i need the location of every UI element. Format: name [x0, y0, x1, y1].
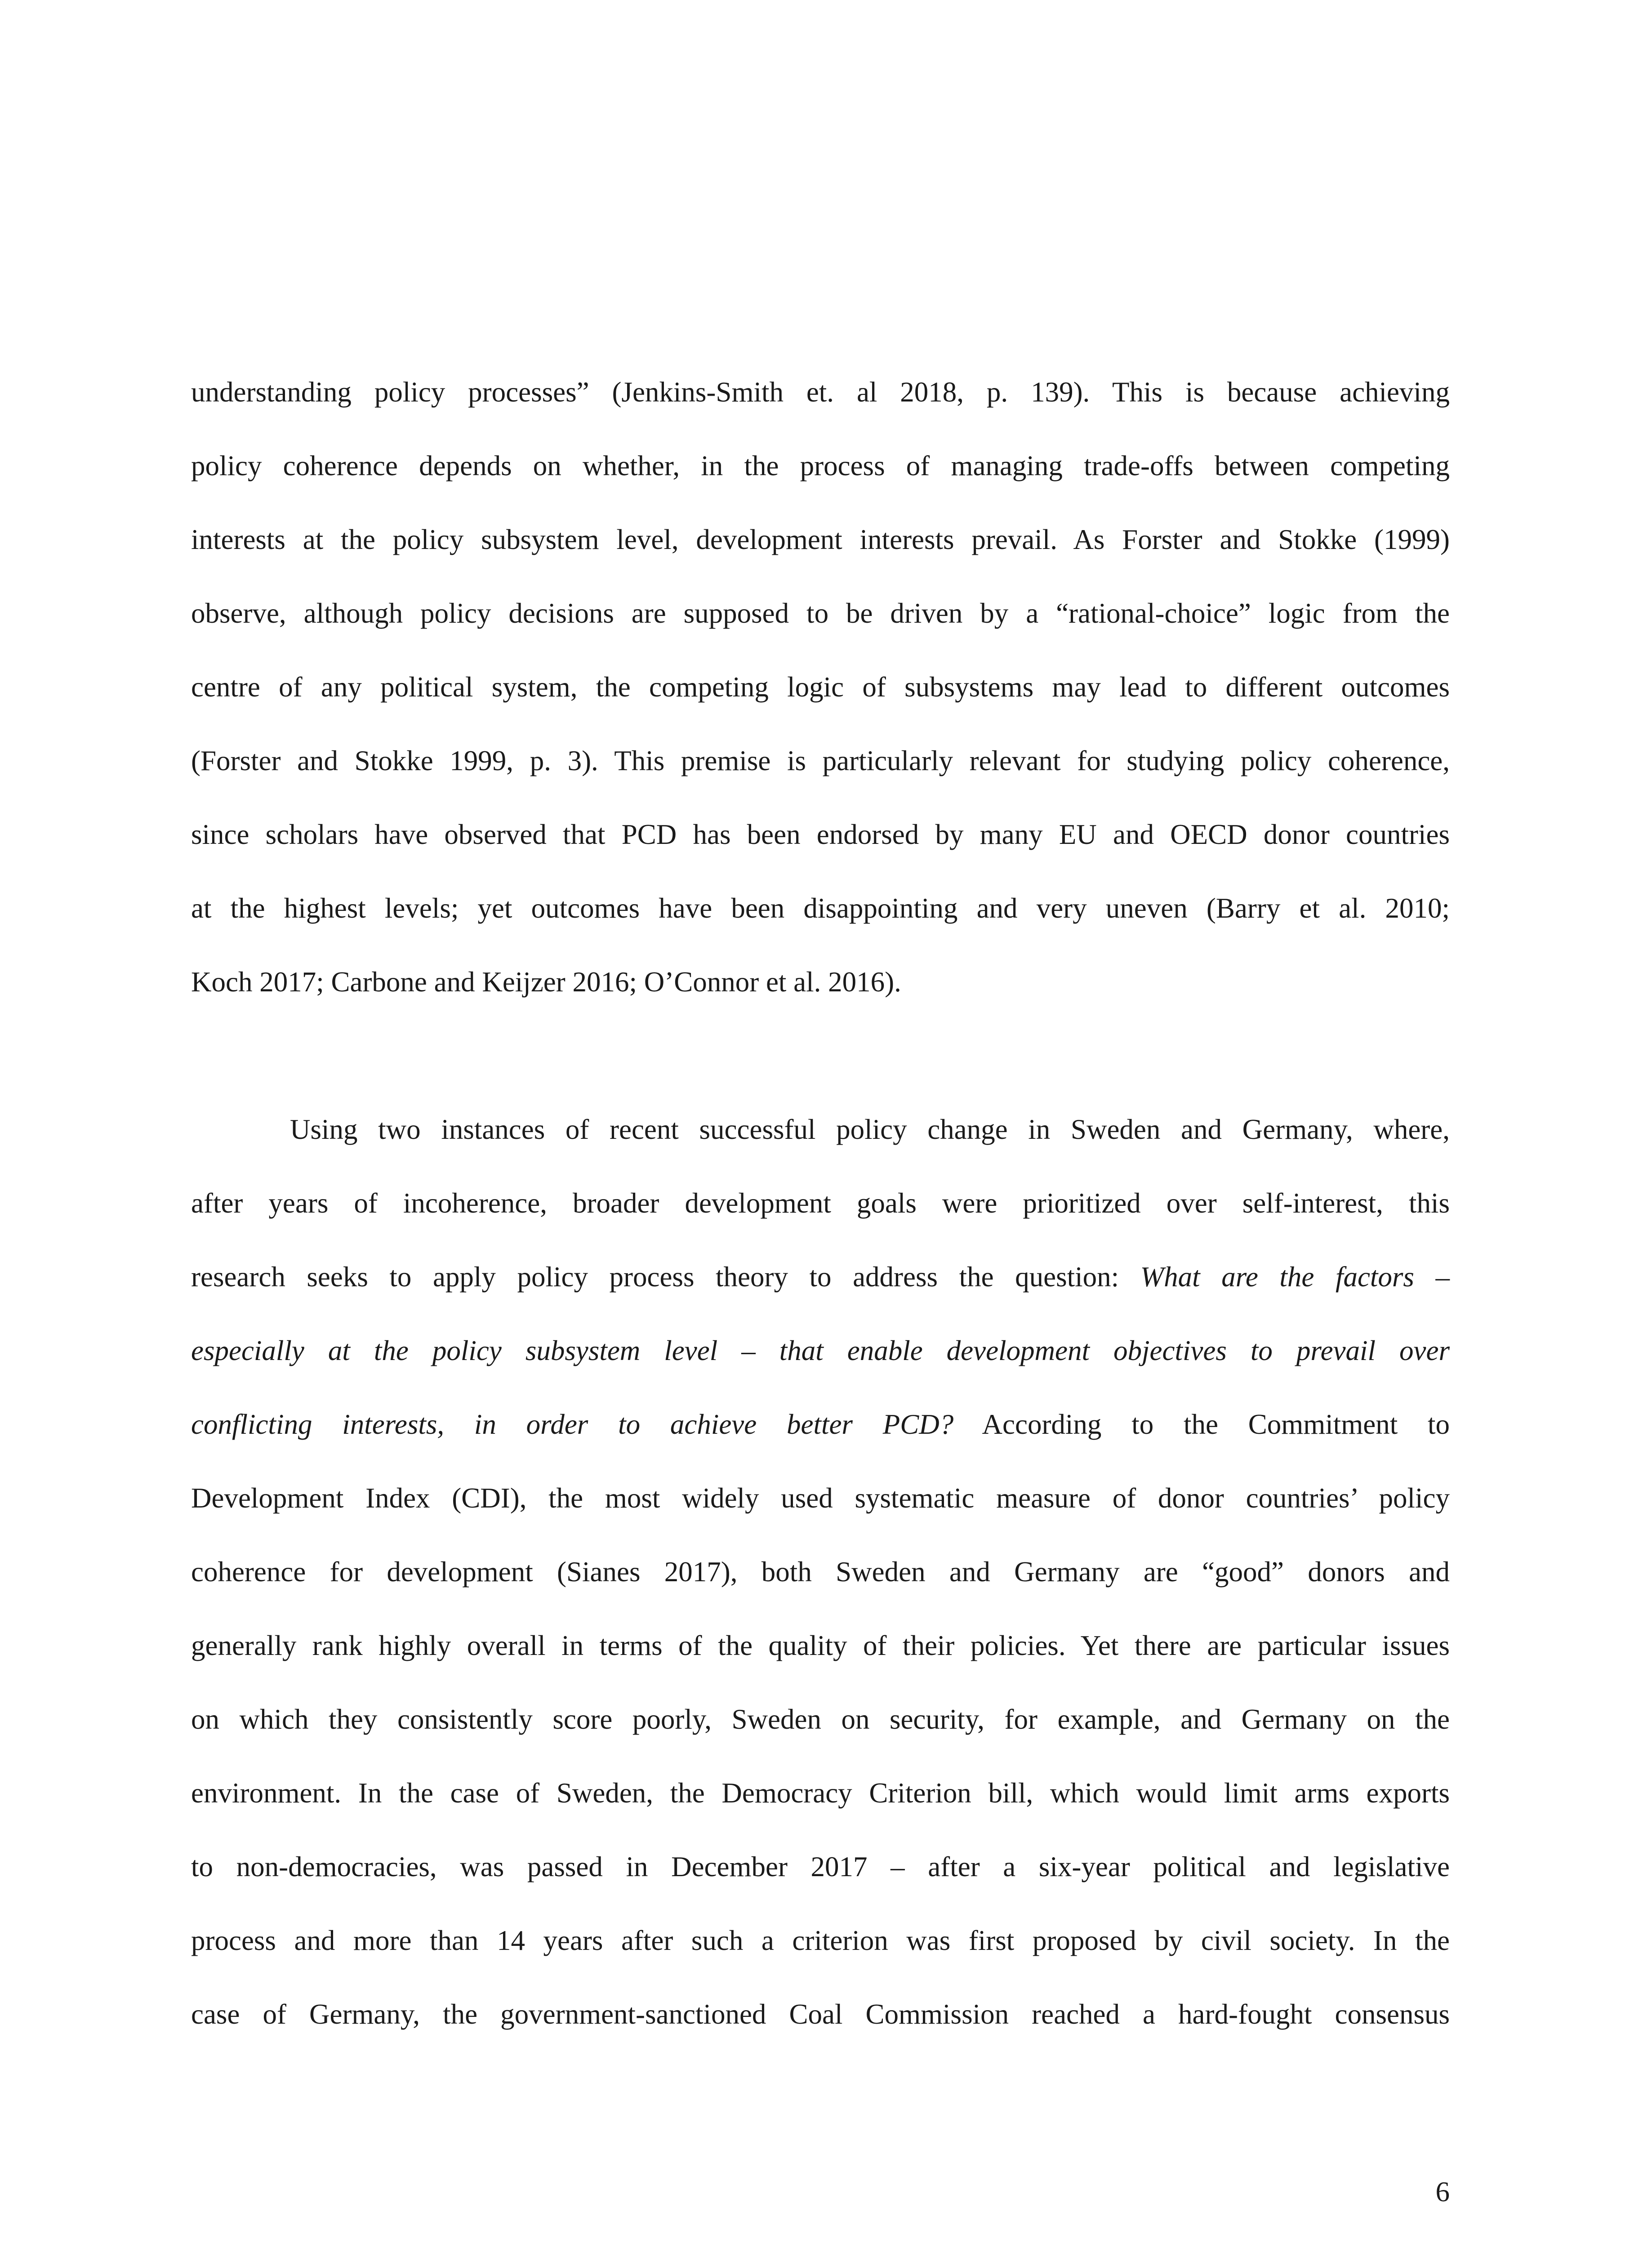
text-line: since scholars have observed that PCD has been endorsed by many EU and OECD donor countries	[191, 819, 1450, 850]
text-line: process and more than 14 years after such a criterion was first proposed by civil society. In the	[191, 1925, 1450, 1956]
paragraph-1	[191, 355, 1450, 1019]
text-line	[191, 1387, 1450, 1461]
text-line: on which they consistently score poorly, Sweden on security, for example, and Germany on the	[191, 1704, 1450, 1735]
text-line: to non-democracies, was passed in December 2017 – after a six-year political and legislative	[191, 1851, 1450, 1882]
research-question-text: conflicting interests, in order to achieve better PCD?	[191, 1409, 954, 1440]
text-line: policy coherence depends on whether, in the process of managing trade-offs between competing	[191, 450, 1450, 482]
text-line: Koch 2017; Carbone and Keijzer 2016; O’Connor et al. 2016).	[191, 966, 901, 998]
text-line: Development Index (CDI), the most widely used systematic measure of donor countries’ policy	[191, 1482, 1450, 1514]
paragraph-2	[191, 1093, 1450, 2051]
research-question-text: What are the factors –	[1140, 1261, 1450, 1293]
text-line: understanding policy processes” (Jenkins-Smith et. al 2018, p. 139). This is because achieving	[191, 376, 1450, 408]
text-line: centre of any political system, the competing logic of subsystems may lead to different outcomes	[191, 671, 1450, 703]
page-number: 6	[1435, 2176, 1450, 2208]
text-line: at the highest levels; yet outcomes have been disappointing and very uneven (Barry et al. 2010;	[191, 892, 1450, 924]
text-segment: According to the Commitment to	[953, 1409, 1450, 1440]
text-line: environment. In the case of Sweden, the Democracy Criterion bill, which would limit arms exports	[191, 1777, 1450, 1809]
text-line: interests at the policy subsystem level, development interests prevail. As Forster and Stokke (1999)	[191, 524, 1450, 555]
research-question-text: especially at the policy subsystem level – that enable development objectives to prevail over	[191, 1335, 1450, 1366]
text-line: case of Germany, the government-sanctioned Coal Commission reached a hard-fought consensus	[191, 1998, 1450, 2030]
text-line: observe, although policy decisions are supposed to be driven by a “rational-choice” logic from the	[191, 598, 1450, 629]
text-line: (Forster and Stokke 1999, p. 3). This premise is particularly relevant for studying policy coherence,	[191, 745, 1450, 776]
text-line	[191, 1240, 1450, 1314]
text-line: after years of incoherence, broader development goals were prioritized over self-interest, this	[191, 1187, 1450, 1219]
text-segment: research seeks to apply policy process theory to address the question:	[191, 1261, 1140, 1293]
text-line: Using two instances of recent successful policy change in Sweden and Germany, where,	[290, 1114, 1450, 1145]
text-line: generally rank highly overall in terms of the quality of their policies. Yet there are particular issues	[191, 1630, 1450, 1661]
text-line: coherence for development (Sianes 2017), both Sweden and Germany are “good” donors and	[191, 1556, 1450, 1588]
